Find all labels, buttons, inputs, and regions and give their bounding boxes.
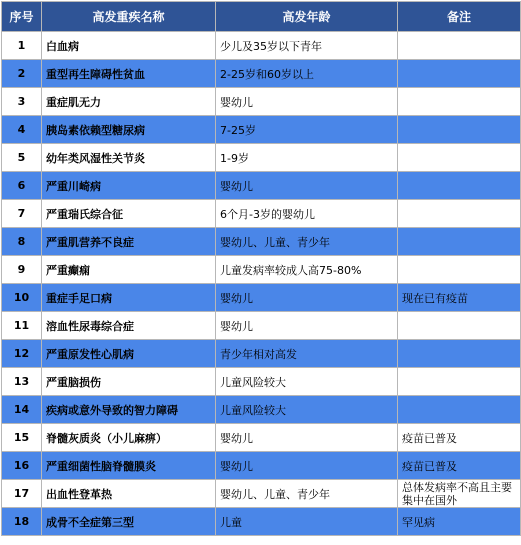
row-disease-name: 重症手足口病 — [42, 284, 216, 312]
row-disease-name: 重型再生障碍性贫血 — [42, 60, 216, 88]
row-disease-name: 严重脑损伤 — [42, 368, 216, 396]
row-disease-name: 脊髓灰质炎（小儿麻痹） — [42, 424, 216, 452]
row-age: 少儿及35岁以下青年 — [216, 32, 398, 60]
row-disease-name: 疾病或意外导致的智力障碍 — [42, 396, 216, 424]
row-note — [398, 368, 521, 396]
row-note: 疫苗已普及 — [398, 452, 521, 480]
row-disease-name: 白血病 — [42, 32, 216, 60]
row-note — [398, 312, 521, 340]
row-disease-name: 严重原发性心肌病 — [42, 340, 216, 368]
row-disease-name: 严重细菌性脑脊髓膜炎 — [42, 452, 216, 480]
table-row — [2, 60, 521, 88]
table-row — [2, 480, 521, 508]
row-index: 9 — [2, 256, 42, 284]
row-disease-name: 严重肌营养不良症 — [42, 228, 216, 256]
row-note — [398, 228, 521, 256]
row-age: 婴幼儿 — [216, 452, 398, 480]
table-row — [2, 284, 521, 312]
row-index: 17 — [2, 480, 42, 508]
row-disease-name: 幼年类风湿性关节炎 — [42, 144, 216, 172]
row-age: 儿童 — [216, 508, 398, 536]
row-index: 12 — [2, 340, 42, 368]
table-row — [2, 116, 521, 144]
row-index: 11 — [2, 312, 42, 340]
row-age: 青少年相对高发 — [216, 340, 398, 368]
row-note — [398, 32, 521, 60]
table-row — [2, 228, 521, 256]
row-index: 3 — [2, 88, 42, 116]
row-index: 15 — [2, 424, 42, 452]
row-age: 7-25岁 — [216, 116, 398, 144]
disease-table — [1, 1, 521, 536]
row-note — [398, 172, 521, 200]
table-row — [2, 32, 521, 60]
table-row — [2, 340, 521, 368]
table-container — [0, 1, 521, 545]
row-age: 儿童风险较大 — [216, 396, 398, 424]
row-note: 疫苗已普及 — [398, 424, 521, 452]
row-age: 婴幼儿 — [216, 172, 398, 200]
header-disease-name: 高发重疾名称 — [42, 2, 216, 32]
table-row — [2, 508, 521, 536]
table-row — [2, 368, 521, 396]
row-note: 罕见病 — [398, 508, 521, 536]
table-row — [2, 256, 521, 284]
row-disease-name: 成骨不全症第三型 — [42, 508, 216, 536]
row-age: 婴幼儿 — [216, 88, 398, 116]
table-row — [2, 200, 521, 228]
row-note: 总体发病率不高且主要集中在国外 — [398, 480, 521, 508]
table-row — [2, 88, 521, 116]
table-row — [2, 312, 521, 340]
row-index: 14 — [2, 396, 42, 424]
row-index: 7 — [2, 200, 42, 228]
row-index: 5 — [2, 144, 42, 172]
row-index: 8 — [2, 228, 42, 256]
table-row — [2, 144, 521, 172]
row-age: 婴幼儿、儿童、青少年 — [216, 480, 398, 508]
header-index: 序号 — [2, 2, 42, 32]
table-row — [2, 424, 521, 452]
row-age: 婴幼儿 — [216, 284, 398, 312]
table-row — [2, 452, 521, 480]
row-note — [398, 144, 521, 172]
header-row — [2, 2, 521, 32]
row-age: 儿童风险较大 — [216, 368, 398, 396]
row-index: 6 — [2, 172, 42, 200]
row-index: 1 — [2, 32, 42, 60]
row-index: 18 — [2, 508, 42, 536]
row-age: 婴幼儿 — [216, 424, 398, 452]
row-disease-name: 重症肌无力 — [42, 88, 216, 116]
row-index: 2 — [2, 60, 42, 88]
row-age: 儿童发病率较成人高75-80% — [216, 256, 398, 284]
row-disease-name: 严重癫痫 — [42, 256, 216, 284]
row-age: 6个月-3岁的婴幼儿 — [216, 200, 398, 228]
row-note — [398, 116, 521, 144]
row-disease-name: 溶血性尿毒综合症 — [42, 312, 216, 340]
row-index: 13 — [2, 368, 42, 396]
row-disease-name: 严重瑞氏综合征 — [42, 200, 216, 228]
row-note — [398, 60, 521, 88]
table-row — [2, 172, 521, 200]
table-row — [2, 396, 521, 424]
row-note — [398, 340, 521, 368]
row-note — [398, 396, 521, 424]
row-disease-name: 出血性登革热 — [42, 480, 216, 508]
row-index: 10 — [2, 284, 42, 312]
row-disease-name: 胰岛素依赖型糖尿病 — [42, 116, 216, 144]
row-age: 婴幼儿、儿童、青少年 — [216, 228, 398, 256]
header-note: 备注 — [398, 2, 521, 32]
row-index: 16 — [2, 452, 42, 480]
row-disease-name: 严重川崎病 — [42, 172, 216, 200]
row-note — [398, 256, 521, 284]
row-age: 1-9岁 — [216, 144, 398, 172]
row-index: 4 — [2, 116, 42, 144]
row-note — [398, 88, 521, 116]
row-age: 2-25岁和60岁以上 — [216, 60, 398, 88]
row-note: 现在已有疫苗 — [398, 284, 521, 312]
row-note — [398, 200, 521, 228]
row-age: 婴幼儿 — [216, 312, 398, 340]
header-age: 高发年龄 — [216, 2, 398, 32]
